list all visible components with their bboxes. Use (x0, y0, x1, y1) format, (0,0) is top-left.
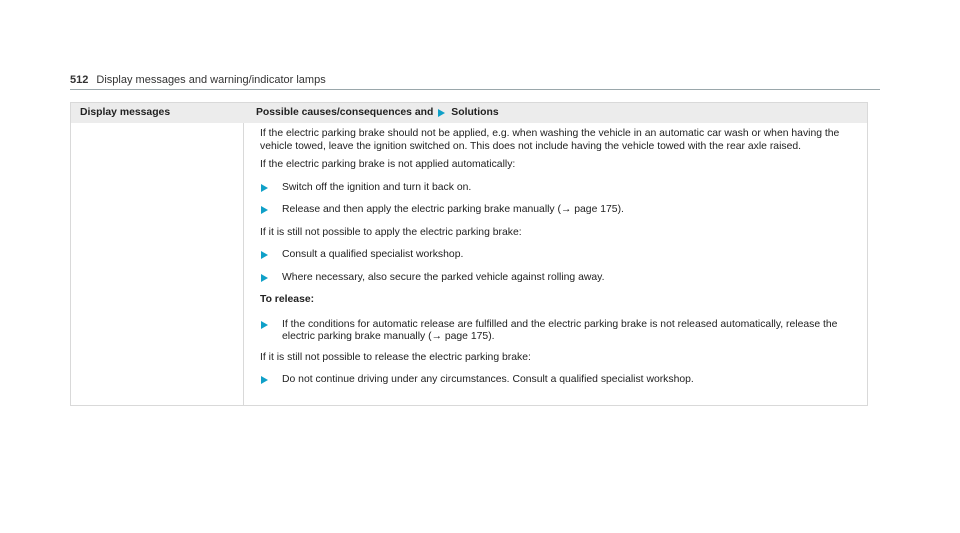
step-text[interactable]: If the conditions for automatic release are fulfilled and the electric parking brake is not released automatically, release the electric parking brake manually (→ page 175). (282, 318, 838, 342)
paragraph: If it is still not possible to apply the electric parking brake: (260, 226, 522, 238)
solution-arrow-icon (438, 109, 445, 117)
page-title: Display messages and warning/indicator lamps (96, 74, 326, 86)
step-text[interactable]: Release and then apply the electric parking brake manually (→ page 175). (282, 204, 624, 215)
step-arrow-icon (261, 274, 268, 282)
step-text: Consult a qualified specialist workshop. (282, 249, 464, 260)
release-heading: To release: (260, 294, 315, 305)
step-arrow-icon (261, 184, 268, 192)
solutions-cell (244, 123, 867, 405)
header-divider (70, 89, 880, 90)
table-header-row (71, 103, 867, 123)
paragraph: If it is still not possible to release the electric parking brake: (260, 351, 531, 363)
table-row (71, 123, 867, 405)
step-arrow-icon (261, 251, 268, 259)
column-header-display-messages: Display messages (80, 106, 171, 118)
column-header-solutions-label: Solutions (451, 106, 499, 118)
paragraph: If the electric parking brake is not applied automatically: (260, 159, 516, 170)
step-arrow-icon (261, 376, 268, 384)
step-text: Switch off the ignition and turn it back on. (282, 181, 472, 193)
column-header-causes-label: Possible causes/consequences and (256, 106, 434, 118)
step-item (260, 249, 859, 262)
step-arrow-icon (261, 321, 268, 329)
display-message-cell (71, 123, 244, 405)
paragraph: If the electric parking brake should not be applied, e.g. when washing the vehicle in an automatic car wash or when having the vehicle towed, leave the ignition switched on. This does not include having the vehicle towed with the rear axle raised. (260, 128, 840, 152)
step-text: Do not continue driving under any circumstances. Consult a qualified specialist workshop. (282, 374, 694, 385)
page-number: 512 (70, 74, 89, 86)
step-item (260, 319, 859, 344)
step-item (260, 272, 859, 285)
step-arrow-icon (261, 206, 268, 214)
column-header-causes-solutions (243, 107, 499, 120)
page-header (70, 73, 880, 87)
messages-table (70, 102, 868, 406)
step-item (260, 182, 859, 195)
step-item (260, 374, 859, 387)
step-item (260, 204, 859, 217)
step-text: Where necessary, also secure the parked vehicle against rolling away. (282, 271, 605, 283)
